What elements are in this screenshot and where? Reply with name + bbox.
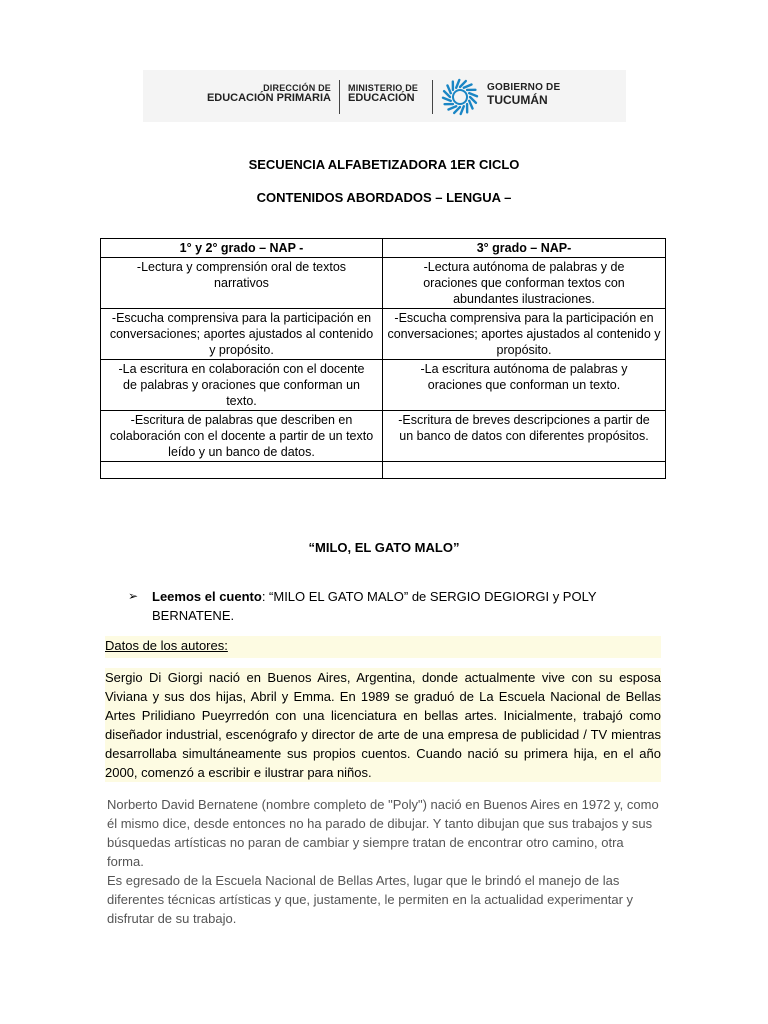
author2-paragraph-1: Norberto David Bernatene (nombre completo de "Poly") nació en Buenos Aires en 1972 y, como él mismo dice, desde entonces no ha parado de dibujar. Y tanto dibujan que sus trabajos y sus búsquedas artísticas no paran de cambiar y siempre tratan de encontrar otro camino, otra forma. <box>107 797 659 869</box>
table-row <box>101 462 666 479</box>
document-title: SECUENCIA ALFABETIZADORA 1ER CICLO <box>248 157 520 172</box>
table-cell: -La escritura autónoma de palabras y oraciones que conforman un texto. <box>383 360 666 411</box>
header-logo-band <box>143 70 626 122</box>
bullet-text <box>152 587 652 625</box>
direccion-line1: DIRECCIÓN DE <box>263 83 331 93</box>
header-divider-2 <box>432 80 433 114</box>
table-cell: -Escritura de palabras que describen en colaboración con el docente a partir de un texto leído y un banco de datos. <box>101 411 383 462</box>
table-row <box>101 360 666 411</box>
table-row <box>101 258 666 309</box>
table-header-cell: 1° y 2° grado – NAP - <box>101 239 383 258</box>
ministerio-logo <box>348 84 433 105</box>
table-cell <box>101 462 383 479</box>
table-cell: -Lectura autónoma de palabras y de oraciones que conforman textos con abundantes ilustraciones. <box>383 258 666 309</box>
table-cell: -Escritura de breves descripciones a partir de un banco de datos con diferentes propósitos. <box>383 411 666 462</box>
bullet-bold-text: Leemos el cuento <box>152 589 262 604</box>
author2-block <box>107 795 662 928</box>
table-cell: -La escritura en colaboración con el docente de palabras y oraciones que conforman un texto. <box>101 360 383 411</box>
direccion-line2: EDUCACIÓN PRIMARIA <box>206 92 331 105</box>
table-header-row <box>101 239 666 258</box>
ministerio-line2: EDUCACIÓN <box>348 92 415 105</box>
authors-heading <box>105 636 661 658</box>
author1-paragraph: Sergio Di Giorgi nació en Buenos Aires, Argentina, donde actualmente vive con su esposa Viviana y sus dos hijas, Abril y Emma. En 1989 se graduó de La Escuela Nacional de Bellas Artes Prilidiano Pueyrredón con una licenciatura en bellas artes. Inicialmente, trabajó como diseñador industrial, escenógrafo y director de arte de una empresa de publicidad / TV mientras desarrollaba simultáneamente sus propios cuentos. Cuando nació su primera hija, en el año 2000, comenzó a escribir e ilustrar para niños. <box>105 670 661 780</box>
table-cell: -Lectura y comprensión oral de textos narrativos <box>101 258 383 309</box>
document-subtitle: CONTENIDOS ABORDADOS – LENGUA – <box>256 190 512 205</box>
arrow-bullet-icon: ➢ <box>128 589 139 603</box>
tucuman-sun-icon <box>441 78 479 116</box>
bullet-rest-text: : “MILO EL GATO MALO” de SERGIO DEGIORGI y POLY BERNATENE. <box>152 589 597 623</box>
table-cell: -Escucha comprensiva para la participación en conversaciones; aportes ajustados al contenido y propósito. <box>101 309 383 360</box>
gobierno-logo <box>487 83 607 106</box>
gobierno-line2: TUCUMÁN <box>487 92 548 107</box>
table-row <box>101 411 666 462</box>
ministerio-line1: MINISTERIO DE <box>348 83 419 93</box>
table-row <box>101 309 666 360</box>
story-title: “MILO, EL GATO MALO” <box>308 540 460 555</box>
direccion-logo <box>201 84 331 105</box>
table-header-cell: 3° grado – NAP- <box>383 239 666 258</box>
table-cell: -Escucha comprensiva para la participación en conversaciones; aportes ajustados al contenido y propósito. <box>383 309 666 360</box>
header-divider-1 <box>339 80 340 114</box>
author2-paragraph-2: Es egresado de la Escuela Nacional de Bellas Artes, lugar que le brindó el manejo de las diferentes técnicas artísticas y que, justamente, le permiten en la actualidad experimentar y disfrutar de su trabajo. <box>107 873 634 926</box>
authors-heading-text: Datos de los autores: <box>105 638 228 653</box>
contents-table <box>100 238 666 479</box>
table-cell <box>383 462 666 479</box>
gobierno-line1: GOBIERNO DE <box>487 82 561 93</box>
